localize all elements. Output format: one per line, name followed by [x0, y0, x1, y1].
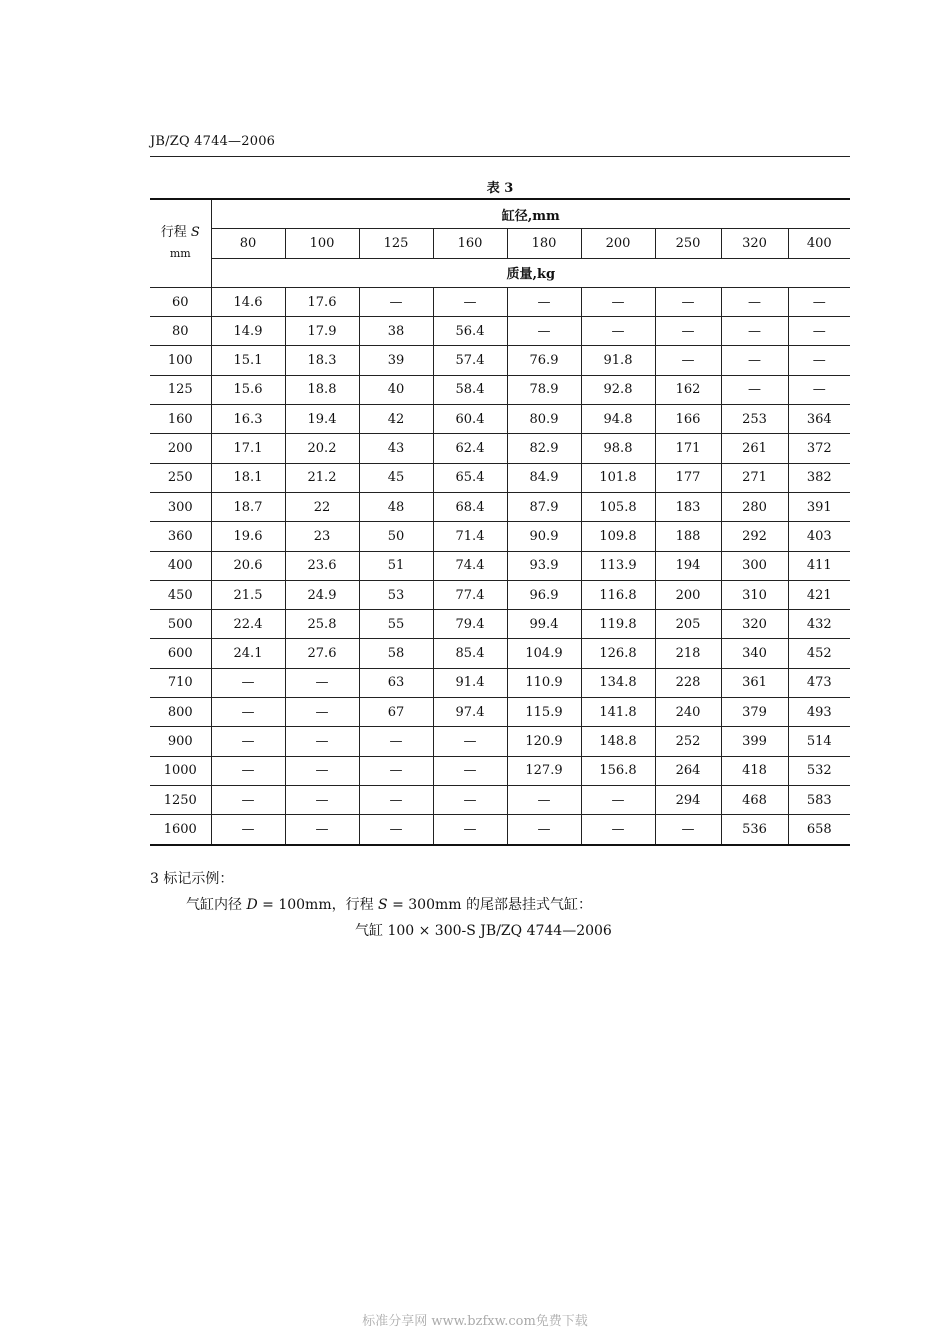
stroke-cell: 160 [150, 405, 211, 434]
mass-cell: 183 [655, 492, 721, 521]
mass-cell: 127.9 [507, 756, 581, 785]
bore-cell: 100 [285, 229, 359, 258]
mass-cell: 14.6 [211, 287, 285, 316]
mass-cell: 97.4 [433, 698, 507, 727]
mass-cell: 21.5 [211, 580, 285, 609]
marking-desc-d-symbol: D [246, 897, 258, 913]
stroke-cell: 450 [150, 580, 211, 609]
mass-cell: 110.9 [507, 668, 581, 697]
mass-cell: 391 [788, 492, 850, 521]
mass-cell: 20.2 [285, 434, 359, 463]
mass-cell: 40 [359, 375, 433, 404]
mass-cell: — [211, 815, 285, 845]
mass-cell: 452 [788, 639, 850, 668]
mass-cell: 24.9 [285, 580, 359, 609]
mass-cell: 22 [285, 492, 359, 521]
stroke-cell: 250 [150, 463, 211, 492]
stroke-cell: 1000 [150, 756, 211, 785]
mass-cell: 115.9 [507, 698, 581, 727]
mass-cell: 473 [788, 668, 850, 697]
mass-cell: 113.9 [581, 551, 655, 580]
mass-cell: 74.4 [433, 551, 507, 580]
mass-cell: — [433, 756, 507, 785]
mass-cell: 57.4 [433, 346, 507, 375]
stroke-cell: 200 [150, 434, 211, 463]
bore-cell: 250 [655, 229, 721, 258]
mass-cell: 17.1 [211, 434, 285, 463]
bore-cell: 180 [507, 229, 581, 258]
mass-cell: 56.4 [433, 317, 507, 346]
mass-cell: 148.8 [581, 727, 655, 756]
mass-cell: 77.4 [433, 580, 507, 609]
bore-cell: 400 [788, 229, 850, 258]
table-row [150, 375, 850, 404]
mass-cell: 71.4 [433, 522, 507, 551]
mass-cell: 58 [359, 639, 433, 668]
bore-cell: 320 [721, 229, 788, 258]
mass-cell: 93.9 [507, 551, 581, 580]
mass-cell: 16.3 [211, 405, 285, 434]
stroke-cell: 800 [150, 698, 211, 727]
mass-cell: 78.9 [507, 375, 581, 404]
mass-cell: 48 [359, 492, 433, 521]
mass-cell: 45 [359, 463, 433, 492]
mass-cell: 418 [721, 756, 788, 785]
footer-watermark: 标准分享网 www.bzfxw.com免费下载 [362, 1314, 588, 1329]
stroke-cell: 500 [150, 610, 211, 639]
mass-cell: 94.8 [581, 405, 655, 434]
mass-cell: — [433, 785, 507, 814]
bore-cell: 125 [359, 229, 433, 258]
bore-cell: 80 [211, 229, 285, 258]
mass-cell: — [581, 317, 655, 346]
mass-cell: 188 [655, 522, 721, 551]
mass-cell: 24.1 [211, 639, 285, 668]
mass-cell: — [285, 815, 359, 845]
table-row [150, 698, 850, 727]
mass-cell: 87.9 [507, 492, 581, 521]
mass-cell: 205 [655, 610, 721, 639]
table-row [150, 668, 850, 697]
mass-cell: 218 [655, 639, 721, 668]
mass-cell: 58.4 [433, 375, 507, 404]
table-row [150, 346, 850, 375]
mass-cell: — [433, 727, 507, 756]
mass-cell: 42 [359, 405, 433, 434]
mass-cell: 55 [359, 610, 433, 639]
table-row [150, 551, 850, 580]
mass-cell: 264 [655, 756, 721, 785]
table-body [150, 287, 850, 844]
mass-cell: 91.8 [581, 346, 655, 375]
mass-cell: 532 [788, 756, 850, 785]
mass-cell: 141.8 [581, 698, 655, 727]
mass-cell: 60.4 [433, 405, 507, 434]
mass-cell: — [359, 287, 433, 316]
mass-cell: — [211, 785, 285, 814]
mass-cell: — [359, 756, 433, 785]
mass-cell: — [211, 668, 285, 697]
mass-cell: 468 [721, 785, 788, 814]
mass-cell: 200 [655, 580, 721, 609]
mass-cell: 85.4 [433, 639, 507, 668]
stroke-header-label: 行程 [160, 225, 187, 241]
mass-cell: 76.9 [507, 346, 581, 375]
mass-cell: — [359, 815, 433, 845]
mass-cell: 18.3 [285, 346, 359, 375]
mass-cell: — [788, 287, 850, 316]
marking-example: 气缸 100 × 300-S JB/ZQ 4744—2006 [355, 923, 612, 939]
mass-cell: — [285, 785, 359, 814]
mass-cell: — [721, 346, 788, 375]
mass-cell: — [655, 317, 721, 346]
mass-cell: 177 [655, 463, 721, 492]
mass-cell: 583 [788, 785, 850, 814]
mass-cell: 240 [655, 698, 721, 727]
mass-cell: 92.8 [581, 375, 655, 404]
mass-cell: 658 [788, 815, 850, 845]
mass-cell: — [655, 815, 721, 845]
mass-cell: — [581, 815, 655, 845]
bore-header: 缸径,mm [211, 199, 850, 229]
mass-cell: 20.6 [211, 551, 285, 580]
mass-cell: — [211, 698, 285, 727]
stroke-header-unit: mm [169, 247, 191, 261]
mass-cell: 96.9 [507, 580, 581, 609]
stroke-cell: 80 [150, 317, 211, 346]
mass-cell: 17.6 [285, 287, 359, 316]
mass-cell: 228 [655, 668, 721, 697]
header-rule [150, 156, 850, 157]
standard-code: JB/ZQ 4744—2006 [150, 134, 276, 149]
mass-cell: 80.9 [507, 405, 581, 434]
mass-cell: 379 [721, 698, 788, 727]
mass-cell: 280 [721, 492, 788, 521]
mass-cell: 15.6 [211, 375, 285, 404]
mass-cell: 194 [655, 551, 721, 580]
mass-cell: 50 [359, 522, 433, 551]
mass-cell: 340 [721, 639, 788, 668]
mass-cell: 104.9 [507, 639, 581, 668]
mass-cell: 82.9 [507, 434, 581, 463]
bore-cell: 200 [581, 229, 655, 258]
table-row [150, 610, 850, 639]
mass-cell: 14.9 [211, 317, 285, 346]
marking-desc-s-symbol: S [378, 897, 388, 913]
mass-cell: 23.6 [285, 551, 359, 580]
mass-cell: 493 [788, 698, 850, 727]
stroke-cell: 60 [150, 287, 211, 316]
mass-cell: 43 [359, 434, 433, 463]
mass-cell: 300 [721, 551, 788, 580]
mass-cell: 294 [655, 785, 721, 814]
mass-cell: 120.9 [507, 727, 581, 756]
mass-cell: — [788, 346, 850, 375]
mass-cell: 19.6 [211, 522, 285, 551]
table-row [150, 492, 850, 521]
table-row [150, 287, 850, 316]
table-row [150, 317, 850, 346]
table-row [150, 463, 850, 492]
mass-cell: 361 [721, 668, 788, 697]
mass-cell: 39 [359, 346, 433, 375]
mass-cell: 156.8 [581, 756, 655, 785]
mass-cell: 514 [788, 727, 850, 756]
mass-cell: — [507, 815, 581, 845]
mass-cell: 320 [721, 610, 788, 639]
mass-cell: 38 [359, 317, 433, 346]
mass-cell: 411 [788, 551, 850, 580]
mass-cell: 67 [359, 698, 433, 727]
table-row [150, 522, 850, 551]
marking-description [186, 894, 592, 914]
mass-cell: 22.4 [211, 610, 285, 639]
mass-cell: 15.1 [211, 346, 285, 375]
mass-cell: 63 [359, 668, 433, 697]
mass-cell: 292 [721, 522, 788, 551]
mass-cell: — [721, 375, 788, 404]
stroke-cell: 900 [150, 727, 211, 756]
mass-cell: 19.4 [285, 405, 359, 434]
mass-cell: — [359, 727, 433, 756]
mass-cell: 91.4 [433, 668, 507, 697]
mass-cell: 17.9 [285, 317, 359, 346]
stroke-cell: 100 [150, 346, 211, 375]
mass-cell: 18.1 [211, 463, 285, 492]
mass-cell: — [655, 287, 721, 316]
mass-cell: 109.8 [581, 522, 655, 551]
stroke-header-symbol: S [190, 225, 200, 241]
mass-cell: 79.4 [433, 610, 507, 639]
mass-cell: 68.4 [433, 492, 507, 521]
mass-cell: 101.8 [581, 463, 655, 492]
mass-cell: 23 [285, 522, 359, 551]
mass-cell: 166 [655, 405, 721, 434]
mass-cell: 271 [721, 463, 788, 492]
mass-cell: 382 [788, 463, 850, 492]
bore-row [150, 229, 850, 258]
stroke-cell: 360 [150, 522, 211, 551]
table-row [150, 727, 850, 756]
mass-cell: — [721, 287, 788, 316]
mass-cell: 162 [655, 375, 721, 404]
stroke-cell: 400 [150, 551, 211, 580]
mass-cell: 399 [721, 727, 788, 756]
stroke-header [150, 199, 211, 287]
mass-cell: — [433, 287, 507, 316]
table-title: 表 3 [486, 181, 514, 196]
mass-cell: 98.8 [581, 434, 655, 463]
table-row [150, 756, 850, 785]
mass-cell: 116.8 [581, 580, 655, 609]
mass-cell: 27.6 [285, 639, 359, 668]
stroke-cell: 710 [150, 668, 211, 697]
mass-cell: — [788, 317, 850, 346]
mass-cell: — [507, 785, 581, 814]
mass-cell: 261 [721, 434, 788, 463]
stroke-cell: 1600 [150, 815, 211, 845]
mass-cell: 51 [359, 551, 433, 580]
stroke-cell: 125 [150, 375, 211, 404]
mass-cell: — [285, 698, 359, 727]
mass-cell: 53 [359, 580, 433, 609]
mass-cell: 18.8 [285, 375, 359, 404]
mass-cell: 536 [721, 815, 788, 845]
mass-cell: 25.8 [285, 610, 359, 639]
stroke-cell: 600 [150, 639, 211, 668]
mass-cell: — [359, 785, 433, 814]
mass-cell: 18.7 [211, 492, 285, 521]
mass-cell: 119.8 [581, 610, 655, 639]
mass-cell: 310 [721, 580, 788, 609]
mass-cell: — [285, 756, 359, 785]
table-row [150, 580, 850, 609]
mass-cell: 62.4 [433, 434, 507, 463]
marking-desc-d-value: = 100mm，行程 [257, 897, 379, 913]
mass-cell: 364 [788, 405, 850, 434]
mass-cell: 253 [721, 405, 788, 434]
cylinder-mass-table [150, 198, 850, 846]
stroke-cell: 1250 [150, 785, 211, 814]
mass-cell: — [285, 668, 359, 697]
mass-cell: 372 [788, 434, 850, 463]
table-row [150, 815, 850, 845]
mass-cell: — [581, 287, 655, 316]
table-row [150, 405, 850, 434]
mass-cell: 432 [788, 610, 850, 639]
mass-cell: — [507, 287, 581, 316]
mass-cell: 21.2 [285, 463, 359, 492]
mass-cell: 126.8 [581, 639, 655, 668]
mass-cell: — [507, 317, 581, 346]
mass-header: 质量,kg [211, 258, 850, 287]
mass-cell: 421 [788, 580, 850, 609]
mass-cell: — [433, 815, 507, 845]
mass-cell: 65.4 [433, 463, 507, 492]
mass-cell: 171 [655, 434, 721, 463]
mass-cell: 90.9 [507, 522, 581, 551]
mass-cell: — [721, 317, 788, 346]
marking-desc-prefix: 气缸内径 [186, 897, 247, 913]
mass-cell: — [581, 785, 655, 814]
mass-cell: — [211, 727, 285, 756]
mass-cell: 84.9 [507, 463, 581, 492]
mass-cell: — [285, 727, 359, 756]
mass-cell: 99.4 [507, 610, 581, 639]
table-row [150, 639, 850, 668]
mass-cell: — [211, 756, 285, 785]
mass-cell: — [655, 346, 721, 375]
mass-cell: 134.8 [581, 668, 655, 697]
mass-cell: — [788, 375, 850, 404]
marking-heading: 3 标记示例： [150, 871, 234, 887]
bore-cell: 160 [433, 229, 507, 258]
mass-cell: 105.8 [581, 492, 655, 521]
mass-cell: 252 [655, 727, 721, 756]
mass-cell: 403 [788, 522, 850, 551]
table-row [150, 785, 850, 814]
stroke-cell: 300 [150, 492, 211, 521]
marking-desc-s-value: = 300mm 的尾部悬挂式气缸： [387, 897, 592, 913]
table-row [150, 434, 850, 463]
